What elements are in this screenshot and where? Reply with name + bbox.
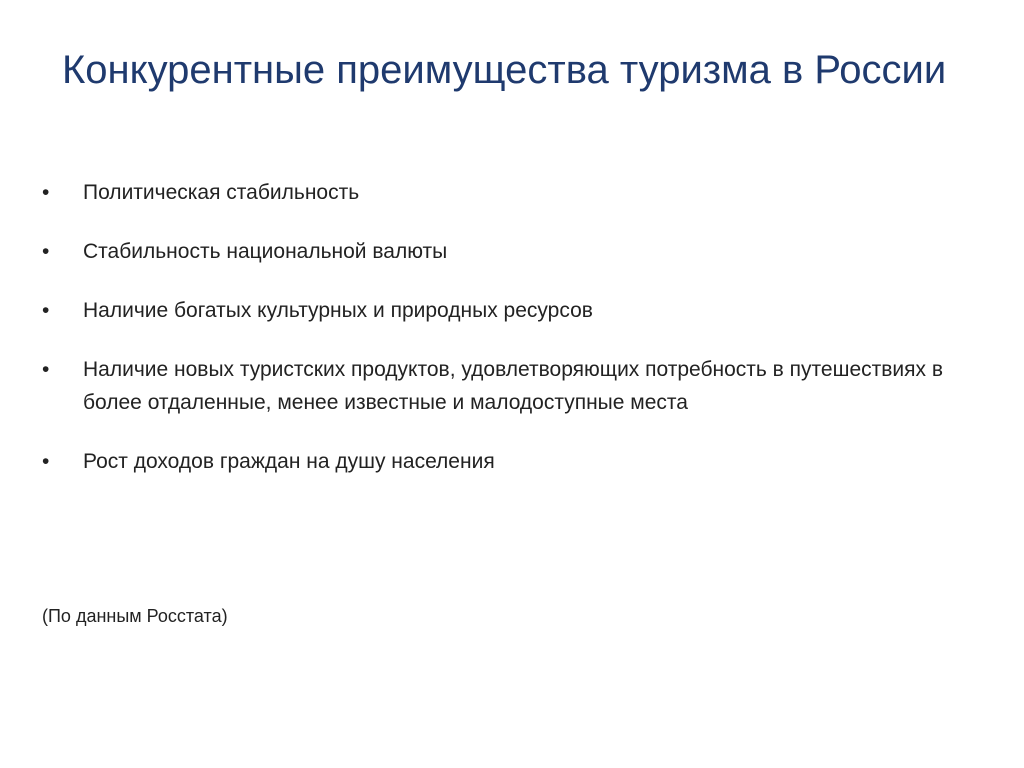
slide-title: Конкурентные преимущества туризма в России: [62, 48, 947, 92]
bullet-icon: •: [42, 240, 50, 263]
bullet-icon: •: [42, 450, 50, 473]
bullet-text: Наличие новых туристских продуктов, удовлетворяющих потребность в путешествиях в более отдаленные, менее известные и малодоступные места: [83, 358, 943, 414]
bullet-text: Политическая стабильность: [83, 181, 360, 204]
source-note: (По данным Росстата): [42, 606, 228, 626]
bullet-item-income-growth: [42, 445, 972, 478]
bullet-text: Рост доходов граждан на душу населения: [83, 450, 495, 473]
bullet-item-currency-stability: [42, 235, 972, 268]
bullet-icon: •: [42, 358, 50, 381]
bullet-text: Стабильность национальной валюты: [83, 240, 448, 263]
bullet-icon: •: [42, 181, 50, 204]
bullet-icon: •: [42, 299, 50, 322]
bullet-text: Наличие богатых культурных и природных ресурсов: [83, 299, 593, 322]
bullet-item-cultural-natural-resources: [42, 294, 972, 327]
bullet-item-political-stability: [42, 176, 972, 209]
bullet-list: [42, 176, 972, 504]
bullet-item-new-tourist-products: [42, 353, 972, 419]
